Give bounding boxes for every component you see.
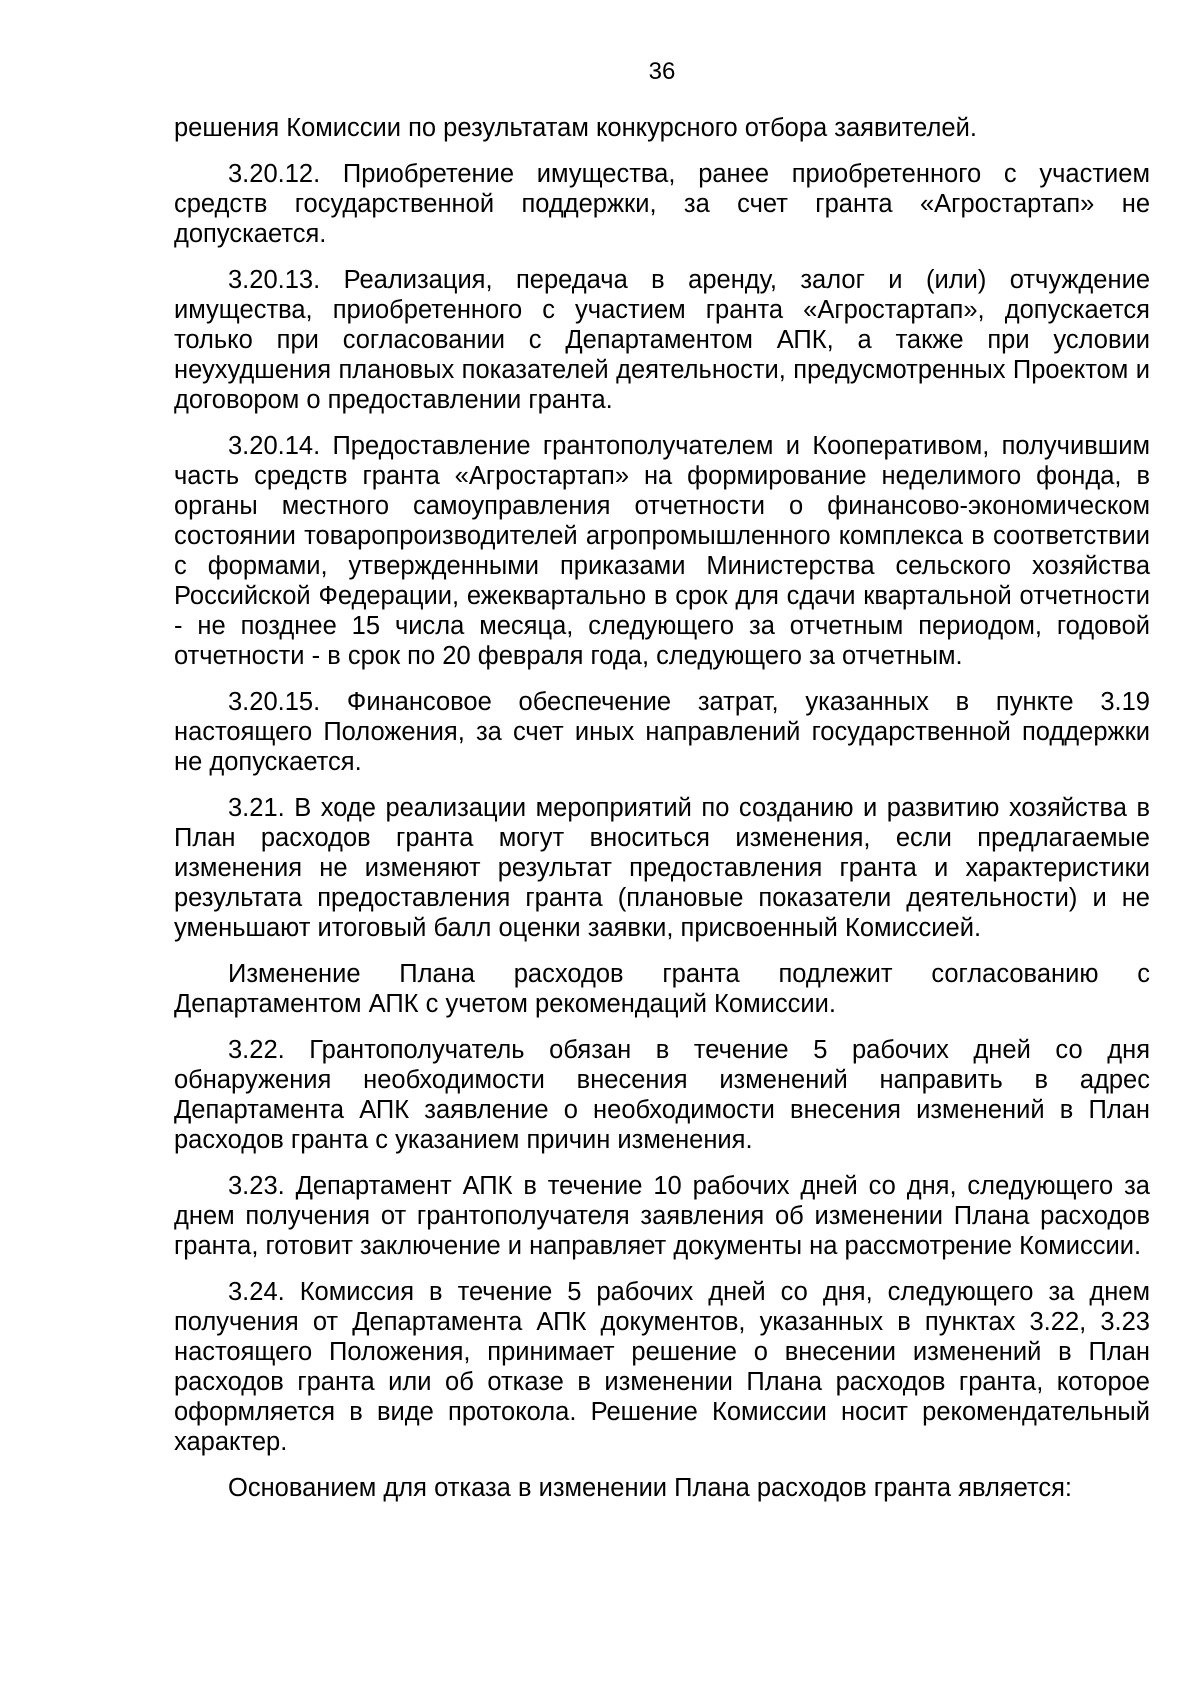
page-number: 36 — [648, 58, 676, 85]
paragraph-3-24: 3.24. Комиссия в течение 5 рабочих дней со дня, следующего за днем получения от Департамента АПК документов, указанных в пунктах 3.22, 3.23 настоящего Положения, принимает решение о внесении изменений в План расходов гранта или об отказе в изменении Плана расходов гранта, которое оформляется в виде протокола. Решение Комиссии носит рекомендательный характер. — [174, 1278, 1150, 1456]
paragraph-continuation: решения Комиссии по результатам конкурсного отбора заявителей. — [174, 114, 977, 142]
document-body — [174, 113, 1150, 1519]
paragraph-3-20-15: 3.20.15. Финансовое обеспечение затрат, указанных в пункте 3.19 настоящего Положения, за счет иных направлений государственной поддержки не допускается. — [174, 688, 1150, 776]
paragraph-3-20-13: 3.20.13. Реализация, передача в аренду, залог и (или) отчуждение имущества, приобретенного с участием гранта «Агростартап», допускается только при согласовании с Департаментом АПК, а также при условии неухудшения плановых показателей деятельности, предусмотренных Проектом и договором о предоставлении гранта. — [174, 266, 1150, 414]
paragraph-plan-change-approval: Изменение Плана расходов гранта подлежит согласованию с Департаментом АПК с учетом рекомендаций Комиссии. — [174, 960, 1150, 1018]
paragraph-refusal-grounds: Основанием для отказа в изменении Плана расходов гранта является: — [228, 1474, 1073, 1502]
paragraph-3-22: 3.22. Грантополучатель обязан в течение 5 рабочих дней со дня обнаружения необходимости внесения изменений направить в адрес Департамента АПК заявление о необходимости внесения изменений в План расходов гранта с указанием причин изменения. — [174, 1036, 1150, 1154]
paragraph-3-20-12: 3.20.12. Приобретение имущества, ранее приобретенного с участием средств государственной поддержки, за счет гранта «Агростартап» не допускается. — [174, 160, 1150, 248]
paragraph-3-21: 3.21. В ходе реализации мероприятий по созданию и развитию хозяйства в План расходов гранта могут вноситься изменения, если предлагаемые изменения не изменяют результат предоставления гранта и характеристики результата предоставления гранта (плановые показатели деятельности) и не уменьшают итоговый балл оценки заявки, присвоенный Комиссией. — [174, 794, 1150, 942]
paragraph-3-20-14: 3.20.14. Предоставление грантополучателем и Кооперативом, получившим часть средств гранта «Агростартап» на формирование неделимого фонда, в органы местного самоуправления отчетности о финансово-экономическом состоянии товаропроизводителей агропромышленного комплекса в соответствии с формами, утвержденными приказами Министерства сельского хозяйства Российской Федерации, ежеквартально в срок для сдачи квартальной отчетности - не позднее 15 числа месяца, следующего за отчетным периодом, годовой отчетности - в срок по 20 февраля года, следующего за отчетным. — [174, 432, 1150, 670]
paragraph-3-23: 3.23. Департамент АПК в течение 10 рабочих дней со дня, следующего за днем получения от грантополучателя заявления об изменении Плана расходов гранта, готовит заключение и направляет документы на рассмотрение Комиссии. — [174, 1172, 1150, 1260]
